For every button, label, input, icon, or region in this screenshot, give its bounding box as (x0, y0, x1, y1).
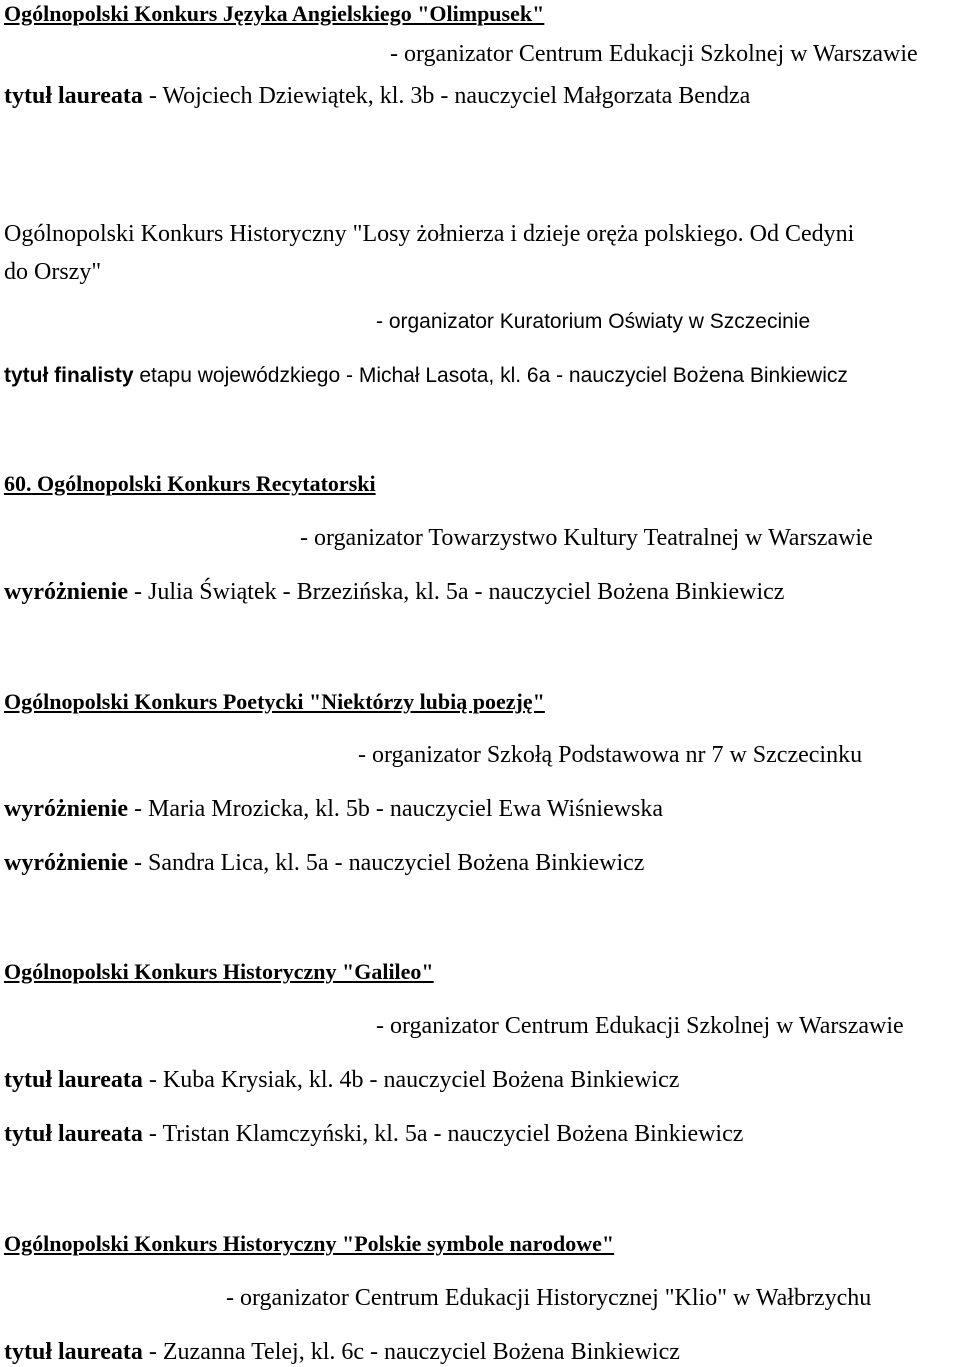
award-line (4, 795, 663, 823)
award-label: wyróżnienie (4, 850, 128, 876)
award-text: - Kuba Krysiak, kl. 4b - nauczyciel Bożena Binkiewicz (142, 1067, 680, 1093)
award-label: wyróżnienie (4, 579, 128, 605)
award-text: - Sandra Lica, kl. 5a - nauczyciel Bożena Binkiewicz (127, 850, 645, 876)
contest-title: Ogólnopolski Konkurs Historyczny "Losy żołnierza i dzieje oręża polskiego. Od Cedyni (4, 221, 855, 247)
contest-title: Ogólnopolski Konkurs Języka Angielskiego "Olimpusek" (4, 1, 545, 26)
organizer-line: - organizator Towarzystwo Kultury Teatralnej w Warszawie (300, 525, 873, 551)
organizer-line: - organizator Kuratorium Oświaty w Szczecinie (376, 310, 811, 333)
award-line (4, 1066, 679, 1094)
contest-title: Ogólnopolski Konkurs Historyczny "Galileo" (4, 959, 434, 984)
award-label: tytuł finalisty (4, 364, 134, 387)
award-label: tytuł laureata (4, 83, 143, 109)
organizer-line: - organizator Centrum Edukacji Historycznej "Klio" w Wałbrzychu (226, 1285, 872, 1311)
award-text: - Maria Mrozicka, kl. 5b - nauczyciel Ewa Wiśniewska (127, 796, 664, 822)
award-line (4, 82, 750, 110)
contest-title: 60. Ogólnopolski Konkurs Recytatorski (4, 471, 376, 496)
award-text: - Tristan Klamczyński, kl. 5a - nauczyciel Bożena Binkiewicz (142, 1121, 744, 1147)
award-label: tytuł laureata (4, 1121, 143, 1147)
award-line (4, 1338, 680, 1366)
award-line (4, 578, 784, 606)
contest-title: Ogólnopolski Konkurs Historyczny "Polskie symbole narodowe" (4, 1231, 615, 1256)
award-text: - Julia Świątek - Brzezińska, kl. 5a - nauczyciel Bożena Binkiewicz (127, 579, 785, 605)
award-line (4, 362, 848, 390)
award-text: etapu wojewódzkiego - Michał Lasota, kl. 6a - nauczyciel Bożena Binkiewicz (133, 364, 848, 387)
contest-title: Ogólnopolski Konkurs Poetycki "Niektórzy lubią poezję" (4, 689, 545, 714)
award-label: tytuł laureata (4, 1067, 143, 1093)
award-line (4, 849, 644, 877)
award-label: tytuł laureata (4, 1339, 143, 1365)
organizer-line: - organizator Szkołą Podstawowa nr 7 w Szczecinku (358, 742, 863, 768)
award-text: - Zuzanna Telej, kl. 6c - nauczyciel Bożena Binkiewicz (142, 1339, 680, 1365)
organizer-line: - organizator Centrum Edukacji Szkolnej w Warszawie (376, 1013, 904, 1039)
award-label: wyróżnienie (4, 796, 128, 822)
award-line (4, 1120, 743, 1148)
award-text: - Wojciech Dziewiątek, kl. 3b - nauczyciel Małgorzata Bendza (142, 83, 751, 109)
contest-title-continued: do Orszy" (4, 259, 102, 285)
organizer-line: - organizator Centrum Edukacji Szkolnej w Warszawie (390, 41, 918, 67)
